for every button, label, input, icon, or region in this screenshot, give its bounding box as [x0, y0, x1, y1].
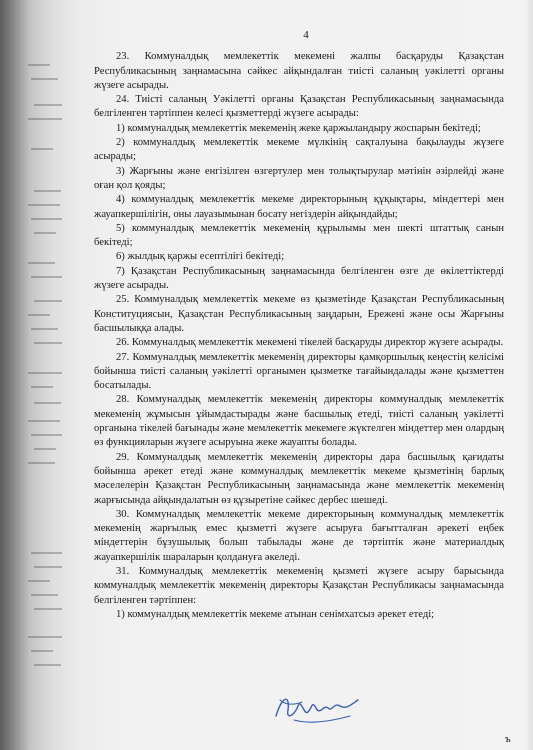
adjacent-page-line — [34, 448, 56, 450]
paragraph: 1) коммуналдық мемлекеттік мекеменің жеке қаржыландыру жоспарын бекітеді; — [116, 122, 481, 134]
adjacent-page-line — [28, 420, 60, 422]
page-edge-shadow — [525, 0, 533, 750]
signature-icon — [268, 686, 364, 730]
paragraph: 29. Коммуналдық мемлекеттік мекеменің директоры дара басшылық қағидаты бойынша әрекет етеді және коммуналдық мемлекеттік мекеме қызметінің барлық мәселелерін Қазақстан Республикасының заңнамасында және мемлекеттік мекеменің жарғысында айқындалатын өз құзыретіне сәйкес дербес шешеді. — [94, 451, 504, 506]
adjacent-page-line — [34, 232, 56, 234]
paragraph: 4) коммуналдық мемлекеттік мекеме директорының құқықтары, міндеттері мен жауапкершілігін, оны лауазымынан босату негіздерін айқындайды; — [94, 194, 504, 220]
adjacent-page-line — [31, 434, 62, 436]
adjacent-page-line — [28, 462, 55, 464]
adjacent-page-line — [34, 104, 62, 106]
paragraph: 5) коммуналдық мемлекеттік мекеменің құрылымы мен шекті штаттық санын бекітеді; — [94, 222, 504, 249]
document-body — [94, 28, 504, 622]
paragraph: 25. Коммуналдық мемлекеттік мекеме өз қызметінде Қазақстан Республикасының Конституциясын, Қазақстан Республикасының заңдарын, Ережені және осы Жарғыны басшылыққа алады. — [94, 294, 504, 334]
paragraph: 26. Коммуналдық мемлекеттік мекемені тікелей басқаруды директор жүзеге асырады. — [116, 337, 504, 349]
adjacent-page-line — [31, 148, 53, 150]
adjacent-page-line — [28, 118, 62, 120]
adjacent-page-line — [31, 386, 53, 388]
adjacent-page-line — [28, 636, 62, 638]
adjacent-page-line — [34, 608, 62, 610]
paragraph: 31. Коммуналдық мемлекеттік мекеменің қызметі жүзеге асыру барысында коммуналдық мемлекеттік мекеменің директоры Қазақстан Республикасы заңнамасында белгіленген тәртіппен: — [94, 565, 504, 606]
paragraph: 2) коммуналдық мемлекеттік мекеме мүлкінің сақталуына бақылауды жүзеге асырады; — [94, 137, 504, 163]
adjacent-page-line — [31, 218, 62, 220]
adjacent-page-line — [34, 402, 61, 404]
adjacent-page-line — [31, 552, 62, 554]
adjacent-page-line — [31, 650, 53, 652]
corner-mark: ъ — [505, 733, 511, 745]
adjacent-page-line — [31, 78, 58, 80]
paragraph: 27. Коммуналдық мемлекеттік мекеменің директоры қамқоршылық кеңестің келісімі бойынша тиісті саланың уәкілетті органымен қызметке тағайындалады және қызметтен босатылады. — [94, 351, 504, 392]
paragraph: 3) Жарғыны және енгізілген өзгертулер мен толықтырулар мәтінін әзірлейді және оған қол қояды; — [94, 165, 504, 191]
adjacent-page-line — [34, 566, 62, 568]
adjacent-page-line — [28, 314, 50, 316]
adjacent-page-line — [34, 342, 62, 344]
adjacent-page-line — [28, 262, 55, 264]
paragraph: 30. Коммуналдық мемлекеттік мекеме директорының коммуналдық мемлекеттік мекеменің жарғылық емес қызметті жүзеге асыруға бағытталған әрекеті еңбек міндеттерін бұзушылық болып табылады және де тәртіптік және материалдық жауапкершілік шараларын қолдануға әкеледі. — [94, 508, 504, 563]
paragraph: 28. Коммуналдық мемлекеттік мекеменің директоры коммуналдық мемлекеттік мекеменің жұмысын ұйымдастырады және басшылық етеді, тиісті саланың уәкілетті органына тікелей бағынады және мемлекеттік мекемеге жүктелген міндеттер мен олардың өз функцияларын жүзеге асыруына жеке жауапты болады. — [94, 394, 504, 449]
adjacent-page-line — [34, 664, 61, 666]
paragraph: 6) жылдық қаржы есептілігі бекітеді; — [116, 251, 285, 263]
adjacent-page-line — [34, 300, 62, 302]
paragraph: 7) Қазақстан Республикасының заңнамасында белгіленген өзге де өкілеттіктерді жүзеге асырады. — [94, 265, 504, 292]
paragraph: 24. Тиісті саланың Уәкілетті органы Қазақстан Республикасының заңнамасында белгіленген тәртіппен келесі қызметтерді жүзеге асырады: — [94, 94, 504, 120]
adjacent-page-line — [31, 594, 58, 596]
adjacent-page-line — [28, 204, 60, 206]
paragraph-list — [94, 50, 504, 622]
adjacent-page-line — [28, 64, 50, 66]
adjacent-page-line — [34, 190, 61, 192]
adjacent-page-line — [31, 328, 58, 330]
paragraph: 1) коммуналдық мемлекеттік мекеме атынан сенімхатсыз әрекет етеді; — [116, 608, 435, 620]
adjacent-page-line — [28, 372, 62, 374]
paragraph: 23. Коммуналдық мемлекеттік мекемені жалпы басқаруды Қазақстан Республикасының заңнамасына сәйкес айқындалған тиісті саланың уәкілетті органы жүзеге асырады. — [94, 51, 504, 91]
adjacent-page-line — [31, 276, 62, 278]
page-number: 4 — [303, 29, 309, 41]
adjacent-page-fragment — [0, 0, 62, 750]
adjacent-page-line — [28, 580, 50, 582]
